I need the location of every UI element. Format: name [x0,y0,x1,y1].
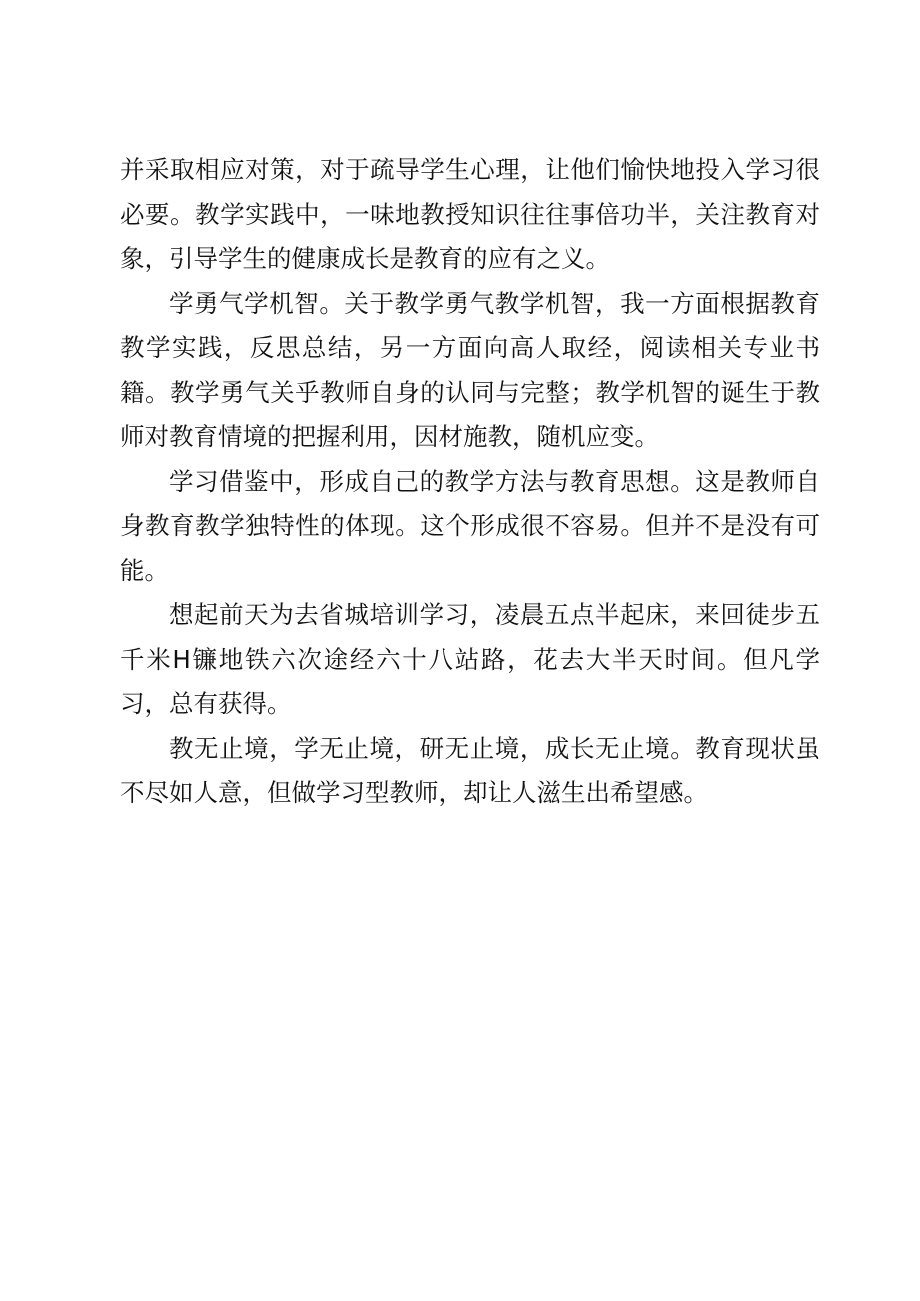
paragraph-endless-growth: 教无止境，学无止境，研无止境，成长无止境。教育现状虽不尽如人意，但做学习型教师，却让人滋生出希望感。 [120,733,820,807]
paragraph-learning-method: 学习借鉴中，形成自己的教学方法与教育思想。这是教师自身教育教学独特性的体现。这个形成很不容易。但并不是没有可能。 [120,466,820,585]
document-body [120,148,820,816]
paragraph-courage-wisdom: 学勇气学机智。关于教学勇气教学机智，我一方面根据教育教学实践，反思总结，另一方面向高人取经，阅读相关专业书籍。教学勇气关乎教师自身的认同与完整；教学机智的诞生于教师对教育情境的把握利用，因材施教，随机应变。 [120,288,820,451]
paragraph-continuation: 并采取相应对策，对于疏导学生心理，让他们愉快地投入学习很必要。教学实践中，一味地教授知识往往事倍功半，关注教育对象，引导学生的健康成长是教育的应有之义。 [120,155,820,273]
paragraph-training-trip: 想起前天为去省城培训学习，凌晨五点半起床，来回徒步五千米H镰地铁六次途经六十八站路，花去大半天时间。但凡学习，总有获得。 [120,600,820,718]
